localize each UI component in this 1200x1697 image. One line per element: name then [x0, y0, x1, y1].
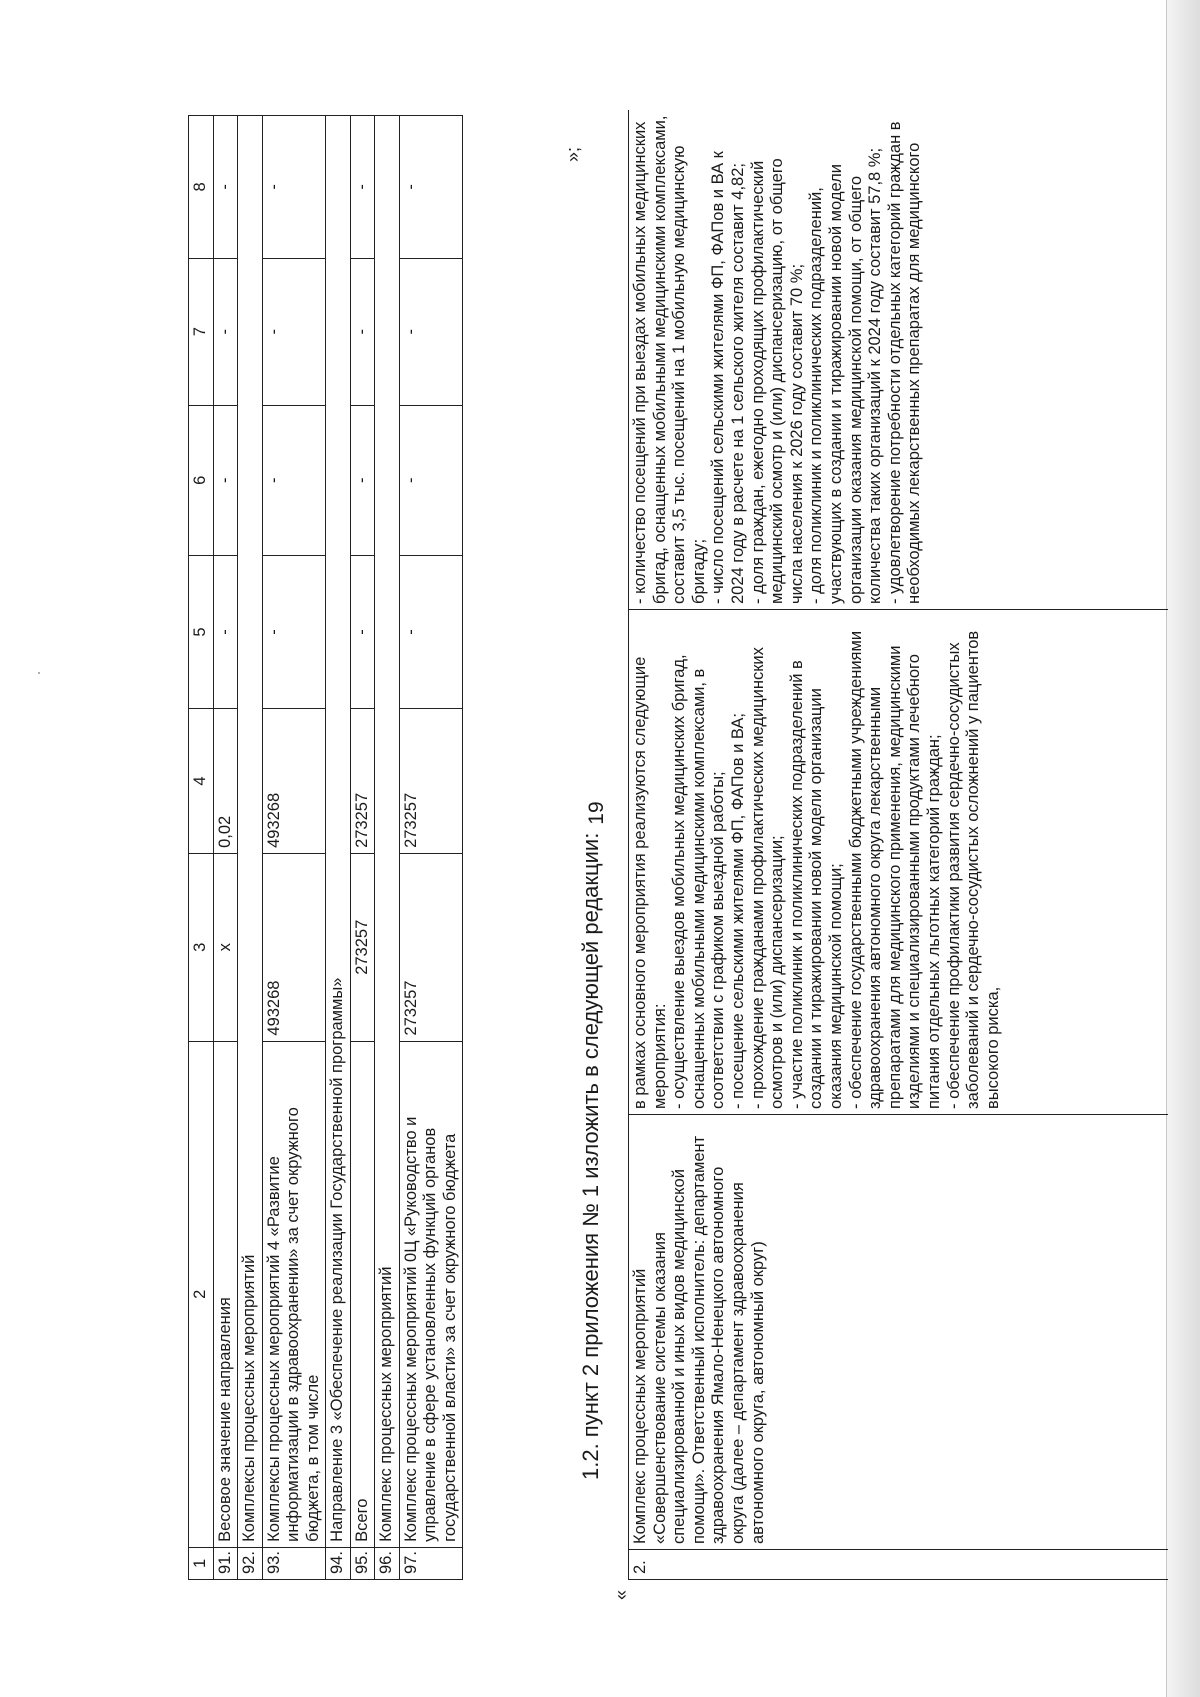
- cell-value: -: [350, 405, 375, 555]
- measures-text: в рамках основного мероприятия реализуются следующие мероприятия: - осуществление выездов мобильных медицинских бригад, оснащенных мобильными медицинскими комплексами, в соответствии с графиком выездной работы; - посещение сельскими жителями ФП, ФАПов и ВА; - прохождение гражданами профилактических медицинских осмотров и (или) диспансеризации; - участие поликлиник и поликлинических подразделений в создании и тиражировании новой модели организации оказания медицинской помощи; - обеспечение государственными бюджетными учреждениями здравоохранения автономного округа лекарственными препаратами для медицинского применения, медицинскими изделиями и специализированными продуктами лечебного питания отдельных льготных категорий граждан; - обеспечение профилактики развития сердечно-сосудистых заболеваний и сердечно-сосудистых осложнений у пациентов высокого риска,: [631, 630, 1002, 1109]
- cell-value: 273257: [350, 853, 375, 1041]
- table-row: [350, 116, 375, 1580]
- cell-value: -: [262, 116, 326, 259]
- end-mark: »;: [563, 146, 583, 162]
- cell-value: -: [399, 116, 463, 259]
- cell-value: 273257: [350, 709, 375, 854]
- cell-value: -: [399, 555, 463, 708]
- cell-value: -: [213, 116, 238, 259]
- cell-value: -: [213, 405, 238, 555]
- page-edge: [1166, 0, 1200, 1697]
- row-number: 94.: [326, 1547, 351, 1579]
- row-number: 93.: [262, 1547, 326, 1579]
- header-cell: 5: [189, 555, 214, 708]
- row-number: 92.: [238, 1547, 263, 1579]
- results-description: [629, 110, 1169, 610]
- row-number: 2.: [629, 1550, 1169, 1580]
- cell-value: -: [262, 405, 326, 555]
- row-number: 91.: [213, 1547, 238, 1579]
- cell-value: -: [350, 116, 375, 259]
- row-name: Комплекс процессных мероприятий: [375, 116, 400, 1548]
- header-cell: 2: [189, 1041, 214, 1547]
- complex-text: Комплекс процессных мероприятий «Совершенствование системы оказания специализированной и иных видов медицинской помощи». Ответственный исполнитель: департамент здравоохранения Ямало-Ненецкого автономного округа (далее – департамент здравоохранения автономного округа, автономный округ): [631, 1135, 767, 1544]
- program-table-wrapper: [628, 110, 1168, 1580]
- table-header-row: [189, 116, 214, 1580]
- cell-value: -: [399, 405, 463, 555]
- row-name: Весовое значение направления: [213, 1041, 238, 1547]
- header-cell: 4: [189, 709, 214, 854]
- cell-value: 273257: [399, 853, 463, 1041]
- header-cell: 6: [189, 405, 214, 555]
- table-row: [629, 110, 1169, 1580]
- table-row: [213, 116, 238, 1580]
- header-cell: 8: [189, 116, 214, 259]
- complex-description: [629, 1115, 1169, 1550]
- page-number: 19: [585, 801, 608, 825]
- measures-description: [629, 610, 1169, 1115]
- row-name: Комплексы процессных мероприятий 4 «Развитие информатизации в здравоохранении» за счет окружного бюджета, в том числе: [262, 1041, 326, 1547]
- cell-value: -: [399, 258, 463, 405]
- row-name: Комплексы процессных мероприятий: [238, 116, 263, 1548]
- table-row: [262, 116, 326, 1580]
- cell-value: 273257: [399, 709, 463, 854]
- section-heading: 1.2. пункт 2 приложения № 1 изложить в следующей редакции:: [578, 832, 603, 1480]
- cell-value: -: [213, 555, 238, 708]
- cell-value: 0,02: [213, 709, 238, 854]
- table-row: [375, 116, 400, 1580]
- header-cell: 7: [189, 258, 214, 405]
- row-number: 95.: [350, 1547, 375, 1579]
- cell-value: 493268: [262, 709, 326, 854]
- open-quote: «: [611, 1589, 631, 1600]
- table-row: [326, 116, 351, 1580]
- cell-value: x: [213, 853, 238, 1041]
- row-number: 97.: [399, 1547, 463, 1579]
- header-cell: 3: [189, 853, 214, 1041]
- cell-value: -: [262, 555, 326, 708]
- row-name: Комплекс процессных мероприятий 0Ц «Руководство и управление в сфере установленных функций органов государственной власти» за счет окружного бюджета: [399, 1041, 463, 1547]
- budget-table: [188, 115, 463, 1580]
- row-number: 96.: [375, 1547, 400, 1579]
- row-name: Направление 3 «Обеспечение реализации Государственной программы»: [326, 116, 351, 1548]
- header-cell: 1: [189, 1547, 214, 1579]
- table-row: [238, 116, 263, 1580]
- cell-value: 493268: [262, 853, 326, 1041]
- cell-value: -: [350, 258, 375, 405]
- program-table: [628, 110, 1168, 1580]
- cell-value: -: [262, 258, 326, 405]
- scan-speck: [38, 672, 40, 674]
- results-text: - количество посещений при выездах мобильных медицинских бригад, оснащенных мобильными медицинскими комплексами, составит 3,5 тыс. посещений на 1 мобильную медицинскую бригаду; - число посещений сельскими жителями ФП, ФАПов и ВА к 2024 году в расчете на 1 сельского жителя составит 4,82; - доля граждан, ежегодно проходящих профилактический медицинский осмотр и (или) диспансеризацию, от общего числа населения к 2026 году составит 70 %; - доля поликлиник и поликлинических подразделений, участвующих в создании и тиражировании новой модели организации оказания медицинской помощи, от общего количества таких организаций к 2024 году составит 57,8 %; - удовлетворение потребности отдельных категорий граждан в необходимых лекарственных препаратах для медицинского: [631, 115, 924, 604]
- cell-value: -: [213, 258, 238, 405]
- budget-table-wrapper: [188, 115, 463, 1580]
- row-name: Всего: [350, 1041, 375, 1547]
- table-row: [399, 116, 463, 1580]
- cell-value: -: [350, 555, 375, 708]
